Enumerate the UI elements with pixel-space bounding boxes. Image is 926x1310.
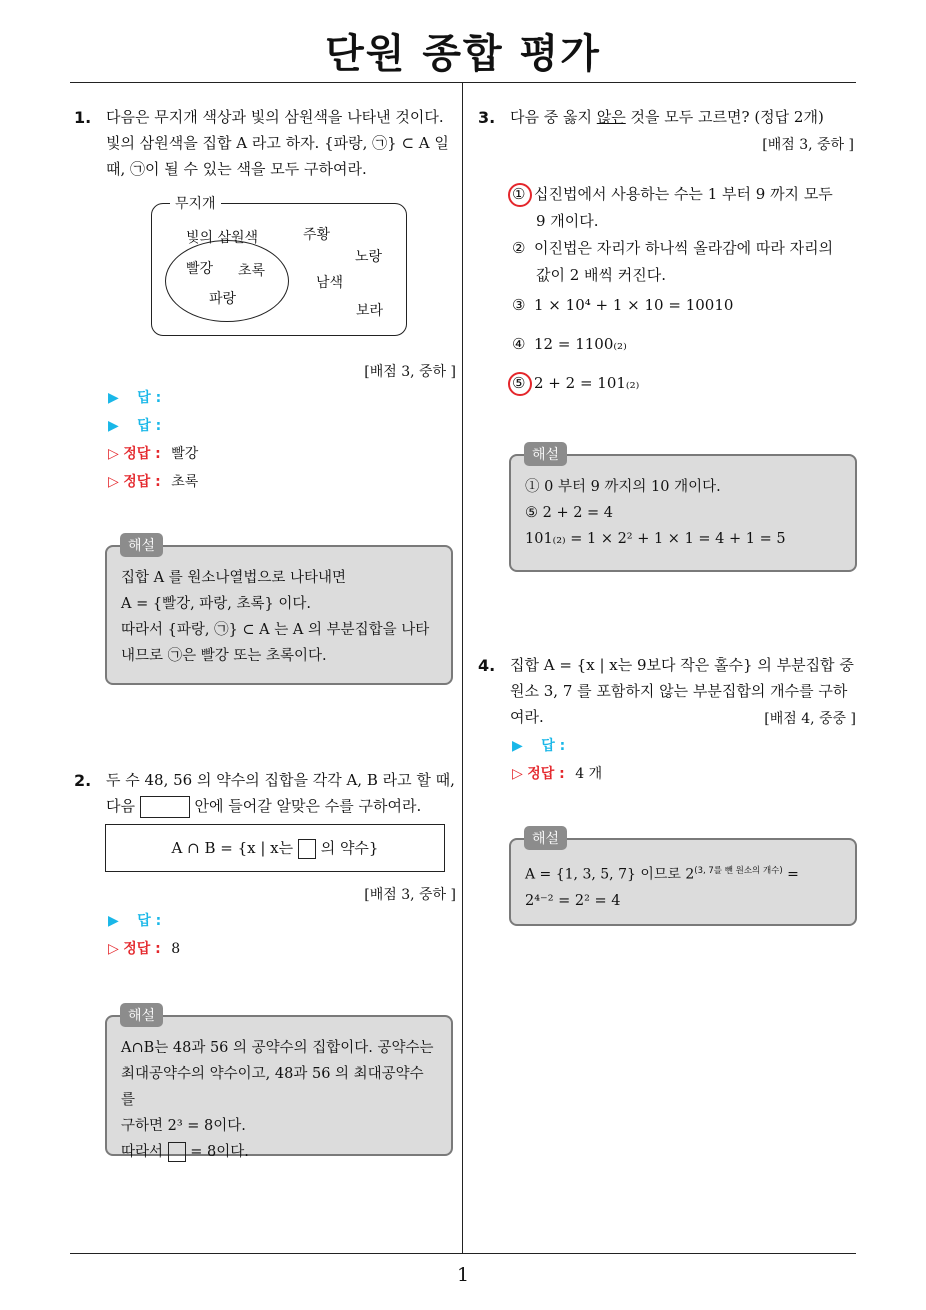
q3-text: [510, 104, 856, 130]
answer-arrow-icon: ▶: [108, 390, 119, 406]
item-yellow: 노랑: [355, 249, 383, 265]
q1-correct-row-2: [108, 468, 448, 496]
q1-line3: 때, ㉠이 될 수 있는 색을 모두 구하여라.: [106, 160, 367, 178]
q2-formula-box: [105, 824, 445, 872]
q3-option-4: [512, 331, 856, 358]
q1-line2: 빛의 삼원색을 집합 A 라고 하자. {파랑, ㉠} ⊂ A 일: [106, 134, 449, 152]
option-3-line1: 1 × 10⁴ + 1 × 10 = 10010: [534, 296, 734, 314]
q2-formula-before: A ∩ B = {x | x는: [171, 839, 294, 857]
q3-text-underlined: 않은: [596, 108, 626, 126]
option-5-line1: 2 + 2 = 101₍₂₎: [534, 374, 640, 392]
q3-expl-line2: ⑤ 2 + 2 = 4: [525, 505, 614, 521]
item-orange: 주황: [303, 227, 331, 243]
answer-arrow-icon: ▶: [108, 418, 119, 434]
q1-explanation-box: [105, 545, 453, 685]
correct-arrow-icon: ▷: [512, 766, 523, 782]
q4-expl-eq: =: [782, 866, 799, 883]
option-2-mark: ②: [512, 239, 526, 257]
q4-correct-row: [512, 760, 852, 788]
q4-explanation-box: [509, 838, 857, 926]
q1-correct-value-1: 빨강: [171, 446, 199, 462]
q1-score: [배점 3, 중하 ]: [364, 364, 456, 380]
q2-answer-label: 답 :: [137, 913, 162, 929]
q2-line2-before: 다음: [106, 797, 135, 815]
q2-explanation-tag: 해설: [120, 1003, 163, 1027]
q1-correct-row-1: [108, 440, 448, 468]
q2-score: [배점 3, 중하 ]: [364, 887, 456, 903]
q4-line2: 원소 3, 7 를 포함하지 않는 부분집합의 개수를 구하: [510, 682, 848, 700]
q3-expl-line1: ① 0 부터 9 까지의 10 개이다.: [525, 479, 721, 495]
q4-line1: 집합 A = {x | x는 9보다 작은 홀수} 의 부분집합 중: [510, 656, 854, 674]
q1-correct-label-1: 정답 :: [123, 446, 161, 462]
option-1-mark: ①: [512, 185, 526, 203]
q2-text: [106, 767, 456, 819]
q4-expl-line1: [525, 858, 841, 888]
q1-expl-line1: 집합 A 를 원소나열법으로 나타내면: [121, 570, 347, 586]
q2-answer-row: [108, 907, 448, 935]
primary-colors-circle: [165, 240, 289, 322]
q3-expl-line3: 101₍₂₎ = 1 × 2² + 1 × 1 = 4 + 1 = 5: [525, 531, 786, 547]
q2-expl-line4: [121, 1139, 437, 1165]
q1-answer-label-1: 답 :: [137, 390, 162, 406]
answer-blank-box: [140, 796, 190, 818]
correct-arrow-icon: ▷: [108, 941, 119, 957]
q3-text-before: 다음 중 옳지: [510, 108, 592, 126]
q4-explanation-tag: 해설: [524, 826, 567, 850]
q1-answers: [108, 384, 448, 496]
formula-blank-box: [298, 839, 316, 859]
selected-circle-icon: [508, 183, 532, 207]
option-2-line2: 값이 2 배씩 커진다.: [536, 266, 667, 284]
option-2-line1: 이진법은 자리가 하나씩 올라감에 따라 자리의: [534, 239, 834, 257]
q2-expl-line1: A∩B는 48과 56 의 공약수의 집합이다. 공약수는: [121, 1040, 434, 1056]
q2-expl-line2: 최대공약수의 약수이고, 48과 56 의 최대공약수를: [121, 1066, 424, 1108]
answer-arrow-icon: ▶: [108, 913, 119, 929]
q2-expl-line3: 구하면 2³ = 8이다.: [121, 1118, 246, 1134]
q3-score: [배점 3, 중하 ]: [762, 137, 854, 153]
column-divider: [462, 83, 463, 1253]
q1-expl-line2: A = {빨강, 파랑, 초록} 이다.: [121, 596, 311, 612]
q3-explanation-tag: 해설: [524, 442, 567, 466]
option-1-line1: 십진법에서 사용하는 수는 1 부터 9 까지 모두: [534, 185, 833, 203]
q3-option-1: [512, 181, 856, 235]
q4-expl-sup: (3, 7를 뺀 원소의 개수): [694, 866, 783, 876]
option-4-mark: ④: [512, 335, 526, 353]
option-3-mark: ③: [512, 296, 526, 314]
q1-answer-row-2: [108, 412, 448, 440]
q1-explanation-tag: 해설: [120, 533, 163, 557]
q2-line2: [106, 793, 456, 819]
page-number: 1: [456, 1264, 470, 1286]
q3-text-after: 것을 모두 고르면? (정답 2개): [630, 108, 824, 126]
q4-number: 4.: [478, 656, 496, 675]
q3-number: 3.: [478, 108, 496, 127]
top-rule: [70, 82, 856, 83]
item-violet: 보라: [356, 303, 384, 319]
q1-correct-label-2: 정답 :: [123, 474, 161, 490]
q4-answer-label: 답 :: [541, 738, 566, 754]
correct-arrow-icon: ▷: [108, 446, 119, 462]
q4-answer-row: [512, 732, 852, 760]
q4-expl-main: A = {1, 3, 5, 7} 이므로 2: [525, 866, 695, 883]
option-1-line2: 9 개이다.: [536, 212, 599, 230]
selected-circle-icon: [508, 372, 532, 396]
q2-expl-last-after: = 8이다.: [190, 1144, 249, 1160]
q4-correct-label: 정답 :: [527, 766, 565, 782]
bottom-rule: [70, 1253, 856, 1254]
primary-colors-label: 빛의 삼원색: [186, 230, 259, 246]
q4-expl-line2: 2⁴⁻² = 2² = 4: [525, 892, 621, 909]
q2-correct-label: 정답 :: [123, 941, 161, 957]
q2-correct-row: [108, 935, 448, 963]
item-green: 초록: [238, 263, 266, 279]
q1-expl-line4: 내므로 ㉠은 빨강 또는 초록이다.: [121, 648, 327, 664]
q4-correct-value: 4 개: [575, 766, 603, 782]
q1-line1: 다음은 무지개 색상과 빛의 삼원색을 나타낸 것이다.: [106, 108, 444, 126]
q3-option-5: [512, 370, 856, 397]
q1-number: 1.: [74, 108, 92, 127]
item-red: 빨강: [186, 261, 214, 277]
option-4-line1: 12 = 1100₍₂₎: [534, 335, 627, 353]
q1-text: [106, 104, 456, 182]
q4-answers: [512, 732, 852, 788]
item-indigo: 남색: [316, 275, 344, 291]
answer-arrow-icon: ▶: [512, 738, 523, 754]
q2-number: 2.: [74, 771, 92, 790]
q4-line3: 여라.: [510, 708, 544, 726]
q2-correct-value: 8: [171, 941, 181, 957]
q3-option-3: [512, 292, 856, 319]
q1-answer-row-1: [108, 384, 448, 412]
q2-expl-last-before: 따라서: [121, 1144, 164, 1160]
correct-arrow-icon: ▷: [108, 474, 119, 490]
option-5-mark: ⑤: [512, 374, 526, 392]
q4-score: [배점 4, 중중 ]: [764, 711, 856, 727]
q2-line2-after: 안에 들어갈 알맞은 수를 구하여라.: [194, 797, 422, 815]
page-title: 단원 종합 평가: [325, 31, 601, 77]
q3-explanation-box: [509, 454, 857, 572]
item-blue: 파랑: [209, 291, 237, 307]
q1-correct-value-2: 초록: [171, 474, 199, 490]
rainbow-label: 무지개: [170, 193, 221, 213]
q2-formula-after: 의 약수}: [320, 839, 379, 857]
q1-expl-line3: 따라서 {파랑, ㉠} ⊂ A 는 A 의 부분집합을 나타: [121, 622, 430, 638]
q2-answers: [108, 907, 448, 963]
explanation-blank-box: [168, 1142, 186, 1162]
q3-option-2: [512, 235, 856, 289]
q2-line1: 두 수 48, 56 의 약수의 집합을 각각 A, B 라고 할 때,: [106, 771, 455, 789]
q1-answer-label-2: 답 :: [137, 418, 162, 434]
q2-explanation-box: [105, 1015, 453, 1160]
